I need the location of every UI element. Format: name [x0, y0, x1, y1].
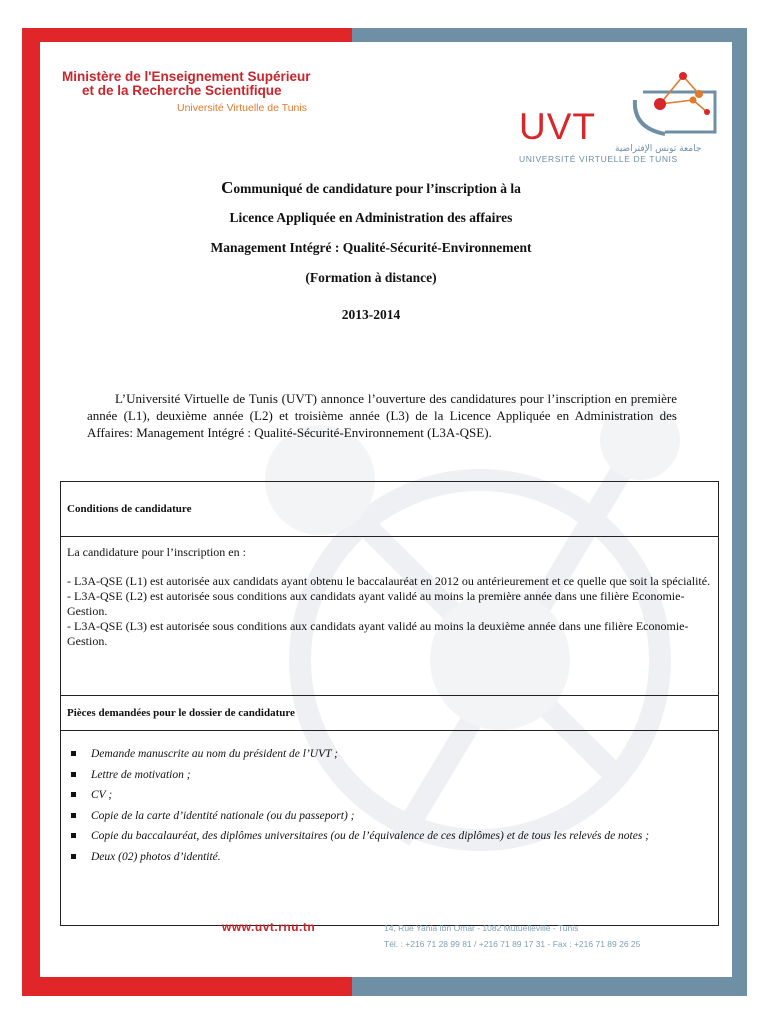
title-line-1 [40, 178, 702, 198]
ministry-line-3: Université Virtuelle de Tunis [177, 102, 307, 114]
ministry-line-1: Ministère de l'Enseignement Supérieur [62, 69, 311, 84]
academic-year: 2013-2014 [341, 307, 401, 322]
piece-text: Copie du baccalauréat, des diplômes universitaires (ou de l’équivalence de ces diplômes) et de tous les relevés de notes ; [91, 830, 650, 842]
piece-text: CV ; [91, 789, 113, 801]
ministry-header [62, 70, 311, 115]
bullet-icon [71, 813, 76, 818]
piece-text: Deux (02) photos d’identité. [91, 850, 221, 863]
title-line-1-text: ommuniqué de candidature pour l’inscription à la [233, 181, 521, 196]
application-info-table [60, 481, 719, 926]
list-item [71, 768, 712, 783]
piece-text: Copie de la carte d’identité nationale (ou du passeport) ; [91, 809, 355, 822]
bullet-icon [71, 854, 76, 859]
pieces-list [71, 747, 712, 864]
condition-item: - L3A-QSE (L2) est autorisée sous conditions aux candidats ayant validé au moins la première année dans une filière Economie-Gestion. [67, 589, 685, 618]
uvt-logo-arabic: جامعة تونس الإفتراضية [615, 144, 702, 154]
bullet-icon [71, 792, 76, 797]
footer-phones: Tél. : +216 71 28 99 81 / +216 71 89 17 31 - Fax : +216 71 89 26 25 [384, 939, 641, 949]
conditions-body [61, 537, 719, 696]
pieces-body [61, 731, 719, 926]
list-item [71, 850, 712, 865]
bullet-icon [71, 833, 76, 838]
pieces-heading: Pièces demandées pour le dossier de candidature [61, 696, 719, 731]
condition-item: - L3A-QSE (L3) est autorisée sous conditions aux candidats ayant validé au moins la deuxième année dans une filière Economie-Gestion. [67, 619, 689, 648]
footer-address: 14, Rue Yahia Ibn Omar - 1082 Mutuelleville - Tunis [384, 923, 579, 933]
condition-item: - L3A-QSE (L1) est autorisée aux candidats ayant obtenu le baccalauréat en 2012 ou antérieurement et ce quelle que soit la spécialité. [67, 574, 711, 588]
uvt-logo [515, 70, 725, 170]
intro-paragraph [87, 390, 677, 441]
ministry-line-2: et de la Recherche Scientifique [82, 83, 282, 98]
title-line-4: (Formation à distance) [305, 270, 437, 285]
title-line-3: Management Intégré : Qualité-Sécurité-Environnement [210, 240, 532, 255]
website-link[interactable]: www.uvt.rnu.tn [222, 920, 316, 934]
spacer [67, 560, 712, 574]
list-item [71, 829, 712, 844]
conditions-heading: Conditions de candidature [61, 482, 719, 537]
title-drop-cap: C [221, 178, 234, 197]
uvt-logo-subtitle: UNIVERSITÉ VIRTUELLE DE TUNIS [519, 154, 678, 164]
title-line-2: Licence Appliquée en Administration des affaires [229, 210, 513, 225]
conditions-lead: La candidature pour l’inscription en : [67, 545, 246, 559]
bullet-icon [71, 772, 76, 777]
list-item [71, 747, 712, 762]
piece-text: Lettre de motivation ; [91, 768, 191, 781]
list-item [71, 809, 712, 824]
piece-text: Demande manuscrite au nom du président de l’UVT ; [91, 748, 339, 760]
list-item [71, 788, 712, 803]
intro-text: L’Université Virtuelle de Tunis (UVT) annonce l’ouverture des candidatures pour l’inscription en première année (L1), deuxième année (L2) et troisième année (L3) de la Licence Appliquée en Administration des Affaires: Management Intégré : Qualité-Sécurité-Environnement (L3A-QSE). [87, 391, 677, 440]
uvt-logo-text: UVT [519, 106, 596, 147]
bullet-icon [71, 751, 76, 756]
footer-contact [384, 920, 640, 952]
